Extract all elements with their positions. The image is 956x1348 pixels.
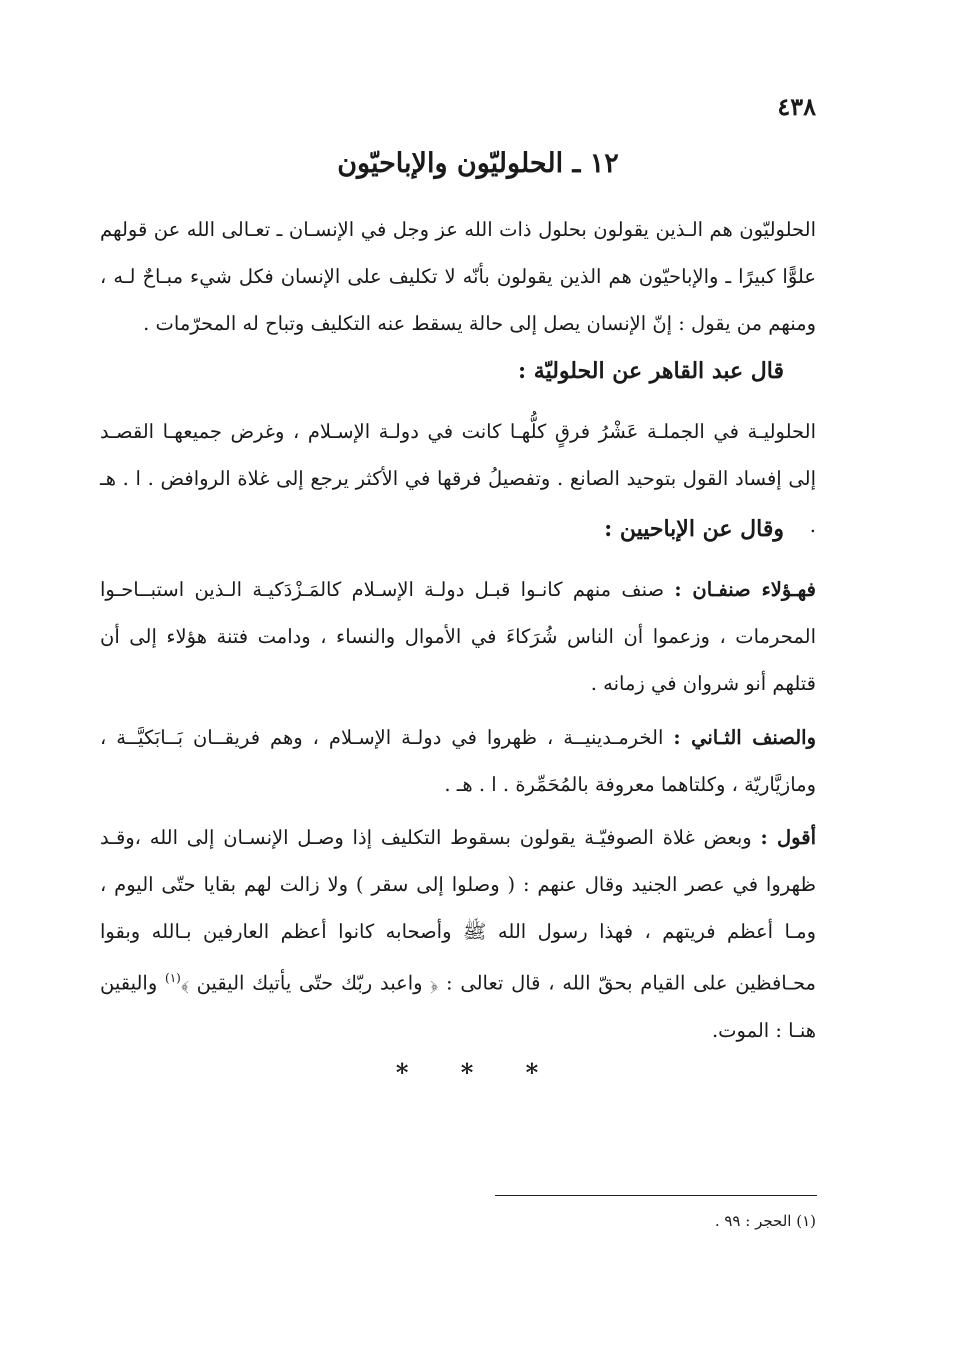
ibahiyya-paragraph-block <box>100 566 816 707</box>
page-number: ٤٣٨ <box>777 92 816 121</box>
section-heading-ibahiyya: وقال عن الإباحيين : <box>604 516 784 542</box>
aqulu-paragraph <box>100 814 816 1054</box>
intro-paragraph-block <box>100 206 816 347</box>
section-separator: * * * <box>395 1058 561 1087</box>
hululiyya-paragraph: الحلوليـة في الجملـة عَشْرُ فرقٍ كلُّهـا كانت في دولـة الإسـلام ، وغرض جميعهـا القصـد إلى إفساد القول بتوحيد الصانع . وتفصيلُ فرقها في الأكثر يرجع إلى غلاة الروافض . ا . هـ . <box>100 420 816 537</box>
aqulu-text: وبعض غلاة الصوفيّـة يقولون بسقوط التكليف إذا وصـل الإنسـان إلى الله ،وقـد ظهروا في عصر الجنيد وقال عنهم : ( وصلوا إلى سقر ) ولا زالت لهم بقايا حتّى اليوم ، ومـا أعظم فريتهم ، فهذا رسول الله ﷺ وأصحابه كانوا أعظم العارفين بـالله وبقوا محـافظين على القيام بحقّ الله ، قال تعالى : ﴿ واعبد ربّك حتّى يأتيك اليقين ﴾ <box>100 826 816 995</box>
second-type-text: الخرمـدينيــة ، ظهروا في دولـة الإسـلام ، وهم فريقــان بَــابَكيَّــة ، ومازيَّاريّة ، وكلتاهما معروفة بالمُحَمِّرة . ا . هـ . <box>100 726 816 796</box>
footnote: (١) الحجر : ٩٩ . <box>714 1212 816 1230</box>
aqulu-paragraph-block <box>100 814 816 1054</box>
intro-paragraph: الحلوليّون هم الـذين يقولون بحلول ذات الله عز وجل في الإنسـان ـ تعـالى الله عن قولهم علوًّا كبيرًا ـ والإباحيّون هم الذين يقولون بأنّه لا تكليف على الإنسان فكل شيء مبـاحٌ لـه ، ومنهم من يقول : إنّ الإنسان يصل إلى حالة يسقط عنه التكليف وتباح له المحرّمات . <box>100 218 816 335</box>
section-heading-hululiyya: قال عبد القاهر عن الحلوليّة : <box>518 358 784 384</box>
ibahiyya-lead: فهـؤلاء صنفـان : <box>674 578 816 601</box>
aqulu-ending: واليقين هنـا : الموت. <box>100 971 816 1042</box>
second-type-paragraph-block <box>100 714 816 808</box>
aqulu-lead: أقول : <box>760 826 817 849</box>
footnote-reference: (١) <box>165 971 181 985</box>
second-type-lead: والصنف الثـاني : <box>673 726 816 749</box>
ibahiyya-paragraph <box>100 566 816 707</box>
footnote-divider <box>495 1195 817 1196</box>
ibahiyya-text: صنف منهم كانـوا قبـل دولـة الإسـلام كالمَـزْدَكيـة الـذين استبــاحـوا المحرمات ، وزعموا أن الناس شُرَكاءَ في الأموال والنساء ، ودامت فتنة هؤلاء إلى أن قتلهم أنو شروان في زمانه . <box>100 578 816 695</box>
second-type-paragraph <box>100 714 816 808</box>
chapter-title: ١٢ ـ الحلوليّون والإباحيّون <box>337 148 619 179</box>
